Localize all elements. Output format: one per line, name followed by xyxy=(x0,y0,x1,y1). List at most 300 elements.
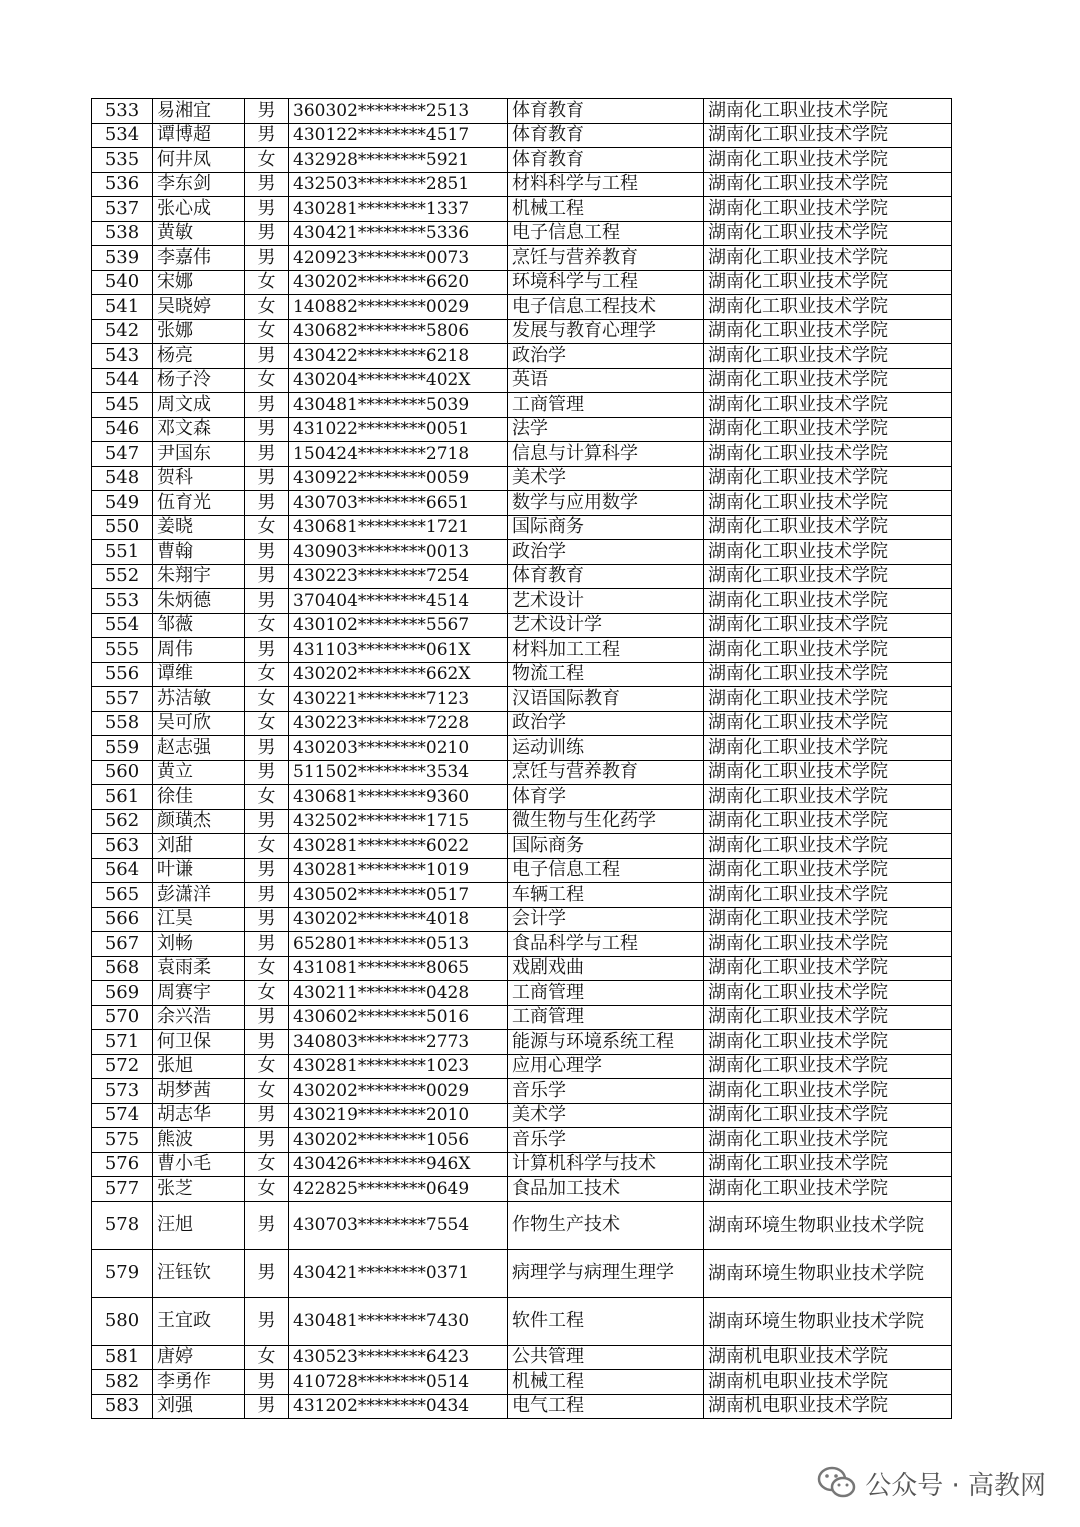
table-row xyxy=(92,883,952,908)
cell-major: 体育教育 xyxy=(508,99,704,124)
cell-name: 谭维 xyxy=(153,662,245,687)
cell-major: 体育教育 xyxy=(508,148,704,173)
cell-school: 湖南机电职业技术学院 xyxy=(704,1370,952,1395)
cell-id: 430682********5806 xyxy=(289,319,508,344)
cell-id: 430219********2010 xyxy=(289,1103,508,1128)
table-row xyxy=(92,687,952,712)
cell-sex: 男 xyxy=(245,1030,289,1055)
table-row xyxy=(92,515,952,540)
cell-no: 583 xyxy=(92,1394,153,1419)
cell-name: 周赛宇 xyxy=(153,981,245,1006)
cell-name: 彭潇洋 xyxy=(153,883,245,908)
cell-major: 政治学 xyxy=(508,540,704,565)
table-row xyxy=(92,1152,952,1177)
cell-id: 430281********1019 xyxy=(289,858,508,883)
table-row xyxy=(92,221,952,246)
cell-school: 湖南化工职业技术学院 xyxy=(704,295,952,320)
cell-school: 湖南化工职业技术学院 xyxy=(704,344,952,369)
cell-id: 430422********6218 xyxy=(289,344,508,369)
cell-no: 536 xyxy=(92,172,153,197)
cell-major: 音乐学 xyxy=(508,1079,704,1104)
cell-id: 430202********6620 xyxy=(289,270,508,295)
cell-no: 575 xyxy=(92,1128,153,1153)
cell-name: 黄敏 xyxy=(153,221,245,246)
cell-school: 湖南化工职业技术学院 xyxy=(704,785,952,810)
cell-school: 湖南化工职业技术学院 xyxy=(704,564,952,589)
table-row xyxy=(92,344,952,369)
cell-name: 周文成 xyxy=(153,393,245,418)
cell-no: 574 xyxy=(92,1103,153,1128)
cell-school: 湖南化工职业技术学院 xyxy=(704,319,952,344)
table-row xyxy=(92,1177,952,1202)
table-row xyxy=(92,1054,952,1079)
cell-sex: 男 xyxy=(245,564,289,589)
cell-id: 430703********7554 xyxy=(289,1201,508,1249)
cell-name: 易湘宜 xyxy=(153,99,245,124)
cell-sex: 男 xyxy=(245,1370,289,1395)
cell-name: 吴可欣 xyxy=(153,711,245,736)
cell-no: 558 xyxy=(92,711,153,736)
cell-school: 湖南机电职业技术学院 xyxy=(704,1394,952,1419)
cell-major: 烹饪与营养教育 xyxy=(508,760,704,785)
cell-sex: 男 xyxy=(245,221,289,246)
cell-sex: 女 xyxy=(245,1177,289,1202)
table-row xyxy=(92,1201,952,1249)
table-row xyxy=(92,564,952,589)
cell-school: 湖南化工职业技术学院 xyxy=(704,662,952,687)
cell-major: 艺术设计学 xyxy=(508,613,704,638)
cell-no: 571 xyxy=(92,1030,153,1055)
table-row xyxy=(92,295,952,320)
cell-no: 569 xyxy=(92,981,153,1006)
cell-id: 430211********0428 xyxy=(289,981,508,1006)
cell-school: 湖南化工职业技术学院 xyxy=(704,270,952,295)
cell-no: 546 xyxy=(92,417,153,442)
table-row xyxy=(92,956,952,981)
cell-no: 578 xyxy=(92,1201,153,1249)
cell-id: 431103********061X xyxy=(289,638,508,663)
cell-id: 430281********1023 xyxy=(289,1054,508,1079)
cell-school: 湖南化工职业技术学院 xyxy=(704,123,952,148)
cell-sex: 男 xyxy=(245,99,289,124)
cell-id: 430602********5016 xyxy=(289,1005,508,1030)
cell-name: 刘甜 xyxy=(153,834,245,859)
cell-no: 548 xyxy=(92,466,153,491)
table-row xyxy=(92,99,952,124)
cell-school: 湖南化工职业技术学院 xyxy=(704,368,952,393)
cell-sex: 男 xyxy=(245,491,289,516)
cell-name: 曹翰 xyxy=(153,540,245,565)
cell-sex: 男 xyxy=(245,1394,289,1419)
cell-major: 计算机科学与技术 xyxy=(508,1152,704,1177)
cell-major: 体育学 xyxy=(508,785,704,810)
cell-major: 运动训练 xyxy=(508,736,704,761)
cell-school: 湖南化工职业技术学院 xyxy=(704,638,952,663)
cell-sex: 男 xyxy=(245,417,289,442)
cell-school: 湖南化工职业技术学院 xyxy=(704,932,952,957)
cell-id: 430281********1337 xyxy=(289,197,508,222)
table-row xyxy=(92,491,952,516)
table-row xyxy=(92,1030,952,1055)
cell-major: 公共管理 xyxy=(508,1345,704,1370)
cell-no: 560 xyxy=(92,760,153,785)
cell-major: 汉语国际教育 xyxy=(508,687,704,712)
cell-no: 562 xyxy=(92,809,153,834)
cell-name: 杨亮 xyxy=(153,344,245,369)
cell-school: 湖南化工职业技术学院 xyxy=(704,736,952,761)
cell-no: 535 xyxy=(92,148,153,173)
cell-no: 550 xyxy=(92,515,153,540)
cell-id: 430281********6022 xyxy=(289,834,508,859)
cell-name: 杨子泠 xyxy=(153,368,245,393)
table-row xyxy=(92,932,952,957)
cell-major: 会计学 xyxy=(508,907,704,932)
cell-sex: 女 xyxy=(245,662,289,687)
cell-id: 430223********7254 xyxy=(289,564,508,589)
table-row xyxy=(92,760,952,785)
cell-major: 法学 xyxy=(508,417,704,442)
table-row xyxy=(92,1249,952,1297)
cell-school: 湖南化工职业技术学院 xyxy=(704,589,952,614)
cell-name: 朱炳德 xyxy=(153,589,245,614)
cell-major: 音乐学 xyxy=(508,1128,704,1153)
cell-major: 工商管理 xyxy=(508,981,704,1006)
cell-name: 邹薇 xyxy=(153,613,245,638)
cell-major: 应用心理学 xyxy=(508,1054,704,1079)
table-row xyxy=(92,1005,952,1030)
watermark xyxy=(817,1463,1046,1503)
cell-sex: 男 xyxy=(245,760,289,785)
cell-sex: 男 xyxy=(245,932,289,957)
cell-major: 食品加工技术 xyxy=(508,1177,704,1202)
cell-major: 病理学与病理生理学 xyxy=(508,1249,704,1297)
cell-school: 湖南化工职业技术学院 xyxy=(704,687,952,712)
table-row xyxy=(92,172,952,197)
cell-no: 572 xyxy=(92,1054,153,1079)
cell-name: 袁雨柔 xyxy=(153,956,245,981)
cell-name: 邓文森 xyxy=(153,417,245,442)
cell-sex: 女 xyxy=(245,270,289,295)
cell-no: 556 xyxy=(92,662,153,687)
cell-sex: 男 xyxy=(245,1201,289,1249)
cell-major: 机械工程 xyxy=(508,1370,704,1395)
cell-no: 552 xyxy=(92,564,153,589)
cell-name: 伍育光 xyxy=(153,491,245,516)
cell-school: 湖南化工职业技术学院 xyxy=(704,491,952,516)
cell-major: 国际商务 xyxy=(508,834,704,859)
cell-major: 烹饪与营养教育 xyxy=(508,246,704,271)
cell-school: 湖南化工职业技术学院 xyxy=(704,883,952,908)
cell-no: 553 xyxy=(92,589,153,614)
cell-no: 543 xyxy=(92,344,153,369)
cell-school: 湖南化工职业技术学院 xyxy=(704,1128,952,1153)
cell-sex: 女 xyxy=(245,515,289,540)
cell-sex: 男 xyxy=(245,123,289,148)
cell-major: 电子信息工程技术 xyxy=(508,295,704,320)
cell-name: 姜晓 xyxy=(153,515,245,540)
cell-no: 581 xyxy=(92,1345,153,1370)
cell-sex: 男 xyxy=(245,197,289,222)
cell-no: 555 xyxy=(92,638,153,663)
cell-major: 美术学 xyxy=(508,1103,704,1128)
cell-sex: 女 xyxy=(245,1152,289,1177)
table-row xyxy=(92,148,952,173)
cell-no: 542 xyxy=(92,319,153,344)
cell-major: 信息与计算科学 xyxy=(508,442,704,467)
cell-no: 577 xyxy=(92,1177,153,1202)
table-row xyxy=(92,417,952,442)
table-row xyxy=(92,1103,952,1128)
cell-sex: 男 xyxy=(245,393,289,418)
cell-id: 340803********2773 xyxy=(289,1030,508,1055)
cell-id: 360302********2513 xyxy=(289,99,508,124)
cell-school: 湖南环境生物职业技术学院 xyxy=(704,1249,952,1297)
cell-name: 黄立 xyxy=(153,760,245,785)
table-row xyxy=(92,858,952,883)
cell-no: 568 xyxy=(92,956,153,981)
cell-name: 余兴浩 xyxy=(153,1005,245,1030)
cell-major: 环境科学与工程 xyxy=(508,270,704,295)
cell-id: 431081********8065 xyxy=(289,956,508,981)
cell-id: 422825********0649 xyxy=(289,1177,508,1202)
cell-school: 湖南化工职业技术学院 xyxy=(704,515,952,540)
cell-id: 431202********0434 xyxy=(289,1394,508,1419)
cell-no: 554 xyxy=(92,613,153,638)
cell-school: 湖南化工职业技术学院 xyxy=(704,760,952,785)
cell-no: 533 xyxy=(92,99,153,124)
cell-school: 湖南化工职业技术学院 xyxy=(704,442,952,467)
cell-no: 576 xyxy=(92,1152,153,1177)
cell-name: 王宜政 xyxy=(153,1297,245,1345)
cell-school: 湖南化工职业技术学院 xyxy=(704,1005,952,1030)
table-row xyxy=(92,442,952,467)
table-row xyxy=(92,319,952,344)
cell-major: 机械工程 xyxy=(508,197,704,222)
cell-no: 549 xyxy=(92,491,153,516)
table-row xyxy=(92,711,952,736)
cell-id: 430421********5336 xyxy=(289,221,508,246)
table-row xyxy=(92,1345,952,1370)
cell-no: 570 xyxy=(92,1005,153,1030)
cell-school: 湖南化工职业技术学院 xyxy=(704,540,952,565)
cell-sex: 男 xyxy=(245,540,289,565)
cell-no: 557 xyxy=(92,687,153,712)
cell-name: 叶谦 xyxy=(153,858,245,883)
cell-school: 湖南化工职业技术学院 xyxy=(704,417,952,442)
cell-major: 作物生产技术 xyxy=(508,1201,704,1249)
cell-sex: 男 xyxy=(245,638,289,663)
cell-sex: 男 xyxy=(245,344,289,369)
cell-id: 430681********9360 xyxy=(289,785,508,810)
student-table xyxy=(91,98,952,1419)
cell-major: 微生物与生化药学 xyxy=(508,809,704,834)
cell-major: 政治学 xyxy=(508,344,704,369)
cell-sex: 女 xyxy=(245,687,289,712)
cell-id: 430202********662X xyxy=(289,662,508,687)
cell-major: 数学与应用数学 xyxy=(508,491,704,516)
cell-name: 刘畅 xyxy=(153,932,245,957)
cell-no: 544 xyxy=(92,368,153,393)
cell-sex: 女 xyxy=(245,613,289,638)
cell-id: 140882********0029 xyxy=(289,295,508,320)
cell-sex: 女 xyxy=(245,785,289,810)
table-row xyxy=(92,1128,952,1153)
cell-school: 湖南化工职业技术学院 xyxy=(704,1030,952,1055)
cell-no: 567 xyxy=(92,932,153,957)
cell-school: 湖南化工职业技术学院 xyxy=(704,99,952,124)
cell-sex: 男 xyxy=(245,1005,289,1030)
cell-id: 430203********0210 xyxy=(289,736,508,761)
cell-sex: 男 xyxy=(245,1128,289,1153)
cell-school: 湖南化工职业技术学院 xyxy=(704,197,952,222)
cell-name: 李东剑 xyxy=(153,172,245,197)
table-row xyxy=(92,662,952,687)
cell-major: 工商管理 xyxy=(508,393,704,418)
cell-no: 547 xyxy=(92,442,153,467)
cell-school: 湖南化工职业技术学院 xyxy=(704,809,952,834)
cell-school: 湖南化工职业技术学院 xyxy=(704,834,952,859)
cell-name: 谭博超 xyxy=(153,123,245,148)
cell-name: 胡梦茜 xyxy=(153,1079,245,1104)
cell-id: 420923********0073 xyxy=(289,246,508,271)
cell-name: 刘强 xyxy=(153,1394,245,1419)
cell-id: 430481********5039 xyxy=(289,393,508,418)
cell-major: 体育教育 xyxy=(508,123,704,148)
table-row xyxy=(92,736,952,761)
cell-name: 徐佳 xyxy=(153,785,245,810)
cell-id: 430703********6651 xyxy=(289,491,508,516)
cell-major: 工商管理 xyxy=(508,1005,704,1030)
cell-id: 652801********0513 xyxy=(289,932,508,957)
cell-name: 汪旭 xyxy=(153,1201,245,1249)
cell-name: 唐婷 xyxy=(153,1345,245,1370)
cell-name: 朱翔宇 xyxy=(153,564,245,589)
cell-name: 赵志强 xyxy=(153,736,245,761)
cell-school: 湖南化工职业技术学院 xyxy=(704,907,952,932)
cell-sex: 女 xyxy=(245,1054,289,1079)
cell-sex: 女 xyxy=(245,981,289,1006)
cell-major: 电子信息工程 xyxy=(508,858,704,883)
cell-school: 湖南化工职业技术学院 xyxy=(704,221,952,246)
cell-school: 湖南机电职业技术学院 xyxy=(704,1345,952,1370)
cell-school: 湖南化工职业技术学院 xyxy=(704,466,952,491)
cell-sex: 男 xyxy=(245,172,289,197)
cell-name: 周伟 xyxy=(153,638,245,663)
cell-name: 苏洁敏 xyxy=(153,687,245,712)
admission-list-sheet xyxy=(91,98,951,1419)
cell-id: 430426********946X xyxy=(289,1152,508,1177)
cell-major: 美术学 xyxy=(508,466,704,491)
table-row xyxy=(92,1370,952,1395)
cell-name: 汪钰钦 xyxy=(153,1249,245,1297)
cell-no: 559 xyxy=(92,736,153,761)
cell-id: 150424********2718 xyxy=(289,442,508,467)
table-row xyxy=(92,834,952,859)
cell-id: 430481********7430 xyxy=(289,1297,508,1345)
cell-id: 430502********0517 xyxy=(289,883,508,908)
cell-id: 430102********5567 xyxy=(289,613,508,638)
cell-school: 湖南化工职业技术学院 xyxy=(704,172,952,197)
cell-name: 江昊 xyxy=(153,907,245,932)
cell-name: 张芝 xyxy=(153,1177,245,1202)
table-row xyxy=(92,246,952,271)
table-row xyxy=(92,613,952,638)
cell-name: 吴晓婷 xyxy=(153,295,245,320)
cell-name: 张旭 xyxy=(153,1054,245,1079)
cell-id: 430523********6423 xyxy=(289,1345,508,1370)
cell-id: 430903********0013 xyxy=(289,540,508,565)
cell-sex: 女 xyxy=(245,368,289,393)
cell-school: 湖南化工职业技术学院 xyxy=(704,981,952,1006)
cell-school: 湖南化工职业技术学院 xyxy=(704,1177,952,1202)
cell-school: 湖南化工职业技术学院 xyxy=(704,956,952,981)
table-row xyxy=(92,540,952,565)
cell-name: 曹小毛 xyxy=(153,1152,245,1177)
table-row xyxy=(92,368,952,393)
cell-name: 宋娜 xyxy=(153,270,245,295)
cell-name: 何井凤 xyxy=(153,148,245,173)
student-table-body xyxy=(92,99,952,1419)
cell-major: 发展与教育心理学 xyxy=(508,319,704,344)
cell-id: 432503********2851 xyxy=(289,172,508,197)
cell-name: 尹国东 xyxy=(153,442,245,467)
cell-school: 湖南化工职业技术学院 xyxy=(704,393,952,418)
cell-no: 579 xyxy=(92,1249,153,1297)
cell-name: 李嘉伟 xyxy=(153,246,245,271)
cell-id: 430202********0029 xyxy=(289,1079,508,1104)
cell-id: 430122********4517 xyxy=(289,123,508,148)
cell-sex: 女 xyxy=(245,295,289,320)
cell-sex: 男 xyxy=(245,1249,289,1297)
cell-name: 胡志华 xyxy=(153,1103,245,1128)
cell-id: 430202********1056 xyxy=(289,1128,508,1153)
cell-id: 430922********0059 xyxy=(289,466,508,491)
cell-sex: 女 xyxy=(245,1345,289,1370)
cell-id: 370404********4514 xyxy=(289,589,508,614)
wechat-icon xyxy=(817,1465,857,1501)
cell-sex: 男 xyxy=(245,809,289,834)
cell-school: 湖南化工职业技术学院 xyxy=(704,613,952,638)
cell-no: 573 xyxy=(92,1079,153,1104)
cell-no: 541 xyxy=(92,295,153,320)
cell-no: 582 xyxy=(92,1370,153,1395)
cell-no: 565 xyxy=(92,883,153,908)
cell-major: 材料科学与工程 xyxy=(508,172,704,197)
cell-major: 戏剧戏曲 xyxy=(508,956,704,981)
table-row xyxy=(92,1297,952,1345)
cell-no: 545 xyxy=(92,393,153,418)
cell-name: 熊波 xyxy=(153,1128,245,1153)
cell-no: 537 xyxy=(92,197,153,222)
cell-name: 张娜 xyxy=(153,319,245,344)
cell-no: 539 xyxy=(92,246,153,271)
cell-no: 551 xyxy=(92,540,153,565)
cell-school: 湖南化工职业技术学院 xyxy=(704,1152,952,1177)
cell-major: 软件工程 xyxy=(508,1297,704,1345)
cell-sex: 男 xyxy=(245,246,289,271)
cell-major: 食品科学与工程 xyxy=(508,932,704,957)
cell-sex: 男 xyxy=(245,858,289,883)
cell-id: 430421********0371 xyxy=(289,1249,508,1297)
cell-sex: 女 xyxy=(245,319,289,344)
table-row xyxy=(92,638,952,663)
cell-major: 英语 xyxy=(508,368,704,393)
table-row xyxy=(92,123,952,148)
cell-no: 566 xyxy=(92,907,153,932)
cell-school: 湖南化工职业技术学院 xyxy=(704,711,952,736)
cell-major: 材料加工工程 xyxy=(508,638,704,663)
cell-sex: 男 xyxy=(245,907,289,932)
